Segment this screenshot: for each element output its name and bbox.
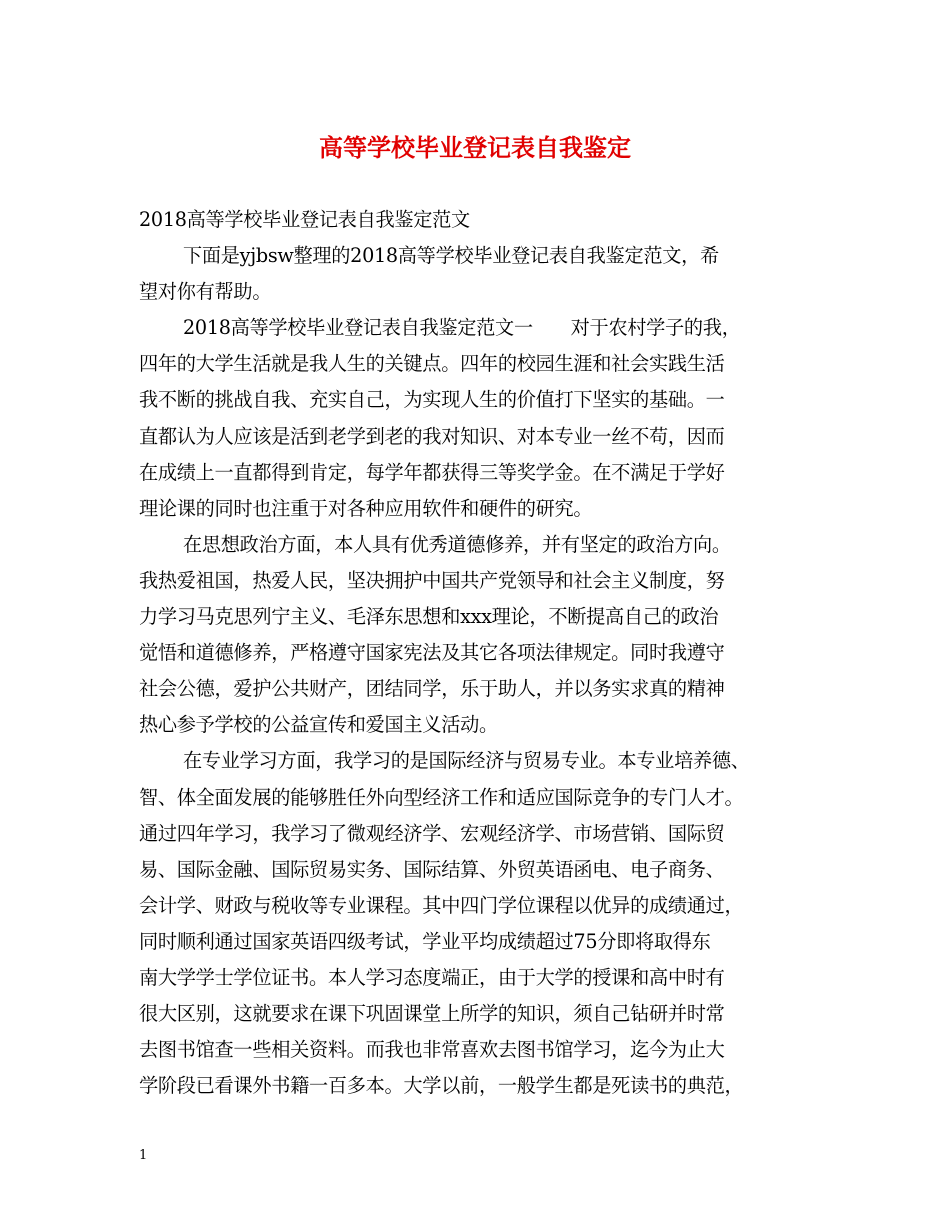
body-line: 四年的大学生活就是我人生的关键点。四年的校园生涯和社会实践生活: [139, 352, 725, 376]
body-line: 望对你有帮助。: [139, 280, 272, 304]
body-line: 我不断的挑战自我、充实自己，为实现人生的价值打下坚实的基础。一: [139, 388, 725, 412]
body-line: 在成绩上一直都得到肯定，每学年都获得三等奖学金。在不满足于学好: [139, 460, 725, 484]
body-line: 通过四年学习，我学习了微观经济学、宏观经济学、市场营销、国际贸: [139, 821, 725, 845]
body-line: 我热爱祖国，热爱人民，坚决拥护中国共产党领导和社会主义制度，努: [139, 568, 725, 592]
body-line: 很大区别，这就要求在课下巩固课堂上所学的知识，须自己钻研并时常: [139, 1002, 725, 1026]
body-line: 学阶段已看课外书籍一百多本。大学以前，一般学生都是死读书的典范，: [139, 1074, 744, 1098]
body-line: 在思想政治方面，本人具有优秀道德修养，并有坚定的政治方向。: [183, 532, 731, 556]
body-line: 去图书馆查一些相关资料。而我也非常喜欢去图书馆学习，迄今为止大: [139, 1038, 725, 1062]
body-line: 南大学学士学位证书。本人学习态度端正，由于大学的授课和高中时有: [139, 965, 725, 989]
body-line: 同时顺利通过国家英语四级考试，学业平均成绩超过75分即将取得东: [139, 929, 711, 953]
body-line: 觉悟和道德修养，严格遵守国家宪法及其它各项法律规定。同时我遵守: [139, 641, 725, 665]
document-title: 高等学校毕业登记表自我鉴定: [319, 133, 631, 162]
body-line: 理论课的同时也注重于对各种应用软件和硬件的研究。: [139, 496, 593, 520]
body-line: 力学习马克思列宁主义、毛泽东思想和xxx理论，不断提高自己的政治: [139, 605, 719, 629]
body-line: 热心参予学校的公益宣传和爱国主义活动。: [139, 713, 498, 737]
page-number: 1: [139, 1148, 148, 1163]
body-line-subtitle: 2018高等学校毕业登记表自我鉴定范文: [139, 208, 470, 231]
body-line: 易、国际金融、国际贸易实务、国际结算、外贸英语函电、电子商务、: [139, 857, 725, 881]
body-line: 会计学、财政与税收等专业课程。其中四门学位课程以优异的成绩通过，: [139, 893, 744, 917]
document-body: [139, 202, 830, 1104]
body-line: 下面是yjbsw整理的2018高等学校毕业登记表自我鉴定范文，希: [183, 244, 719, 268]
body-line: 在专业学习方面，我学习的是国际经济与贸易专业。本专业培养德、: [183, 749, 750, 773]
body-line: 直都认为人应该是活到老学到老的我对知识、对本专业一丝不苟，因而: [139, 424, 725, 448]
body-line: 2018高等学校毕业登记表自我鉴定范文一 对于农村学子的我，: [183, 316, 741, 340]
body-line: 智、体全面发展的能够胜任外向型经济工作和适应国际竞争的专门人才。: [139, 785, 744, 809]
body-line: 社会公德，爱护公共财产，团结同学，乐于助人，并以务实求真的精神: [139, 677, 725, 701]
